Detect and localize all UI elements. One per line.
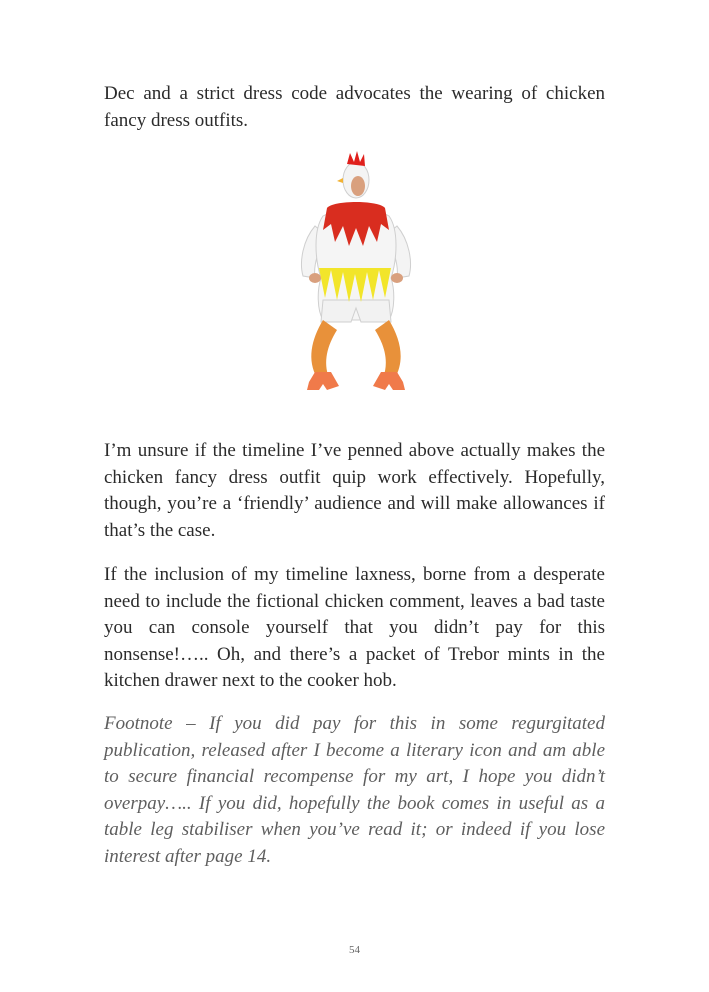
chicken-costume-icon <box>293 150 419 396</box>
page-number: 54 <box>349 944 360 956</box>
footnote: Footnote – If you did pay for this in some regurgitated publication, released after I become a literary icon and am able to secure financial recompense for my art, I hope you didn’t overpay….. If you did, hopefully the book comes in useful as a table leg stabiliser when you’ve read it; or indeed if you lose interest after page 14. <box>104 713 605 867</box>
paragraph-intro: Dec and a strict dress code advocates the wearing of chicken fancy dress outfits. <box>104 83 605 131</box>
chicken-costume-illustration <box>293 150 419 396</box>
paragraph-timeline: I’m unsure if the timeline I’ve penned above actually makes the chicken fancy dress outfit quip work effectively. Hopefully, though, you’re a ‘friendly’ audience and will make allowances if that’s the case. <box>104 440 605 541</box>
paragraph-laxness: If the inclusion of my timeline laxness, borne from a desperate need to include the fictional chicken comment, leaves a bad taste you can console yourself that you didn’t pay for this nonsense!….. Oh, and there’s a packet of Trebor mints in the kitchen drawer next to the cooker hob. <box>104 564 605 692</box>
